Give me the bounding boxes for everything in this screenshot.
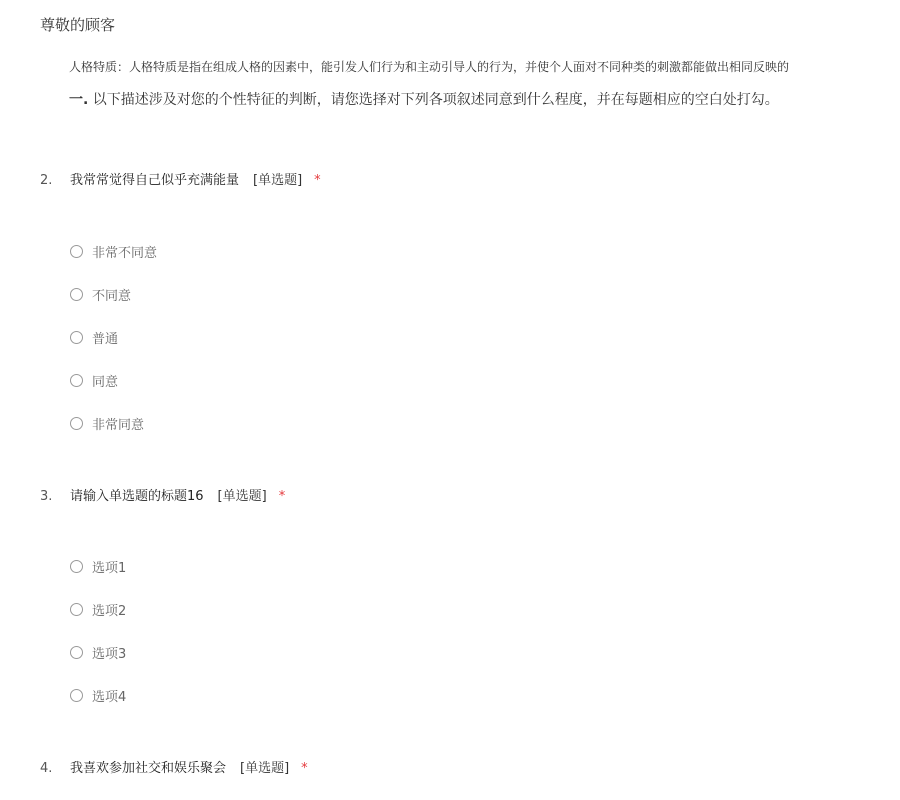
option-item[interactable]	[70, 242, 157, 260]
option-item[interactable]	[70, 557, 126, 575]
required-asterisk: *	[301, 761, 308, 776]
section-instruction-text: 以下描述涉及对您的个性特征的判断，请您选择对下列各项叙述同意到什么程度，并在每题相应的空白处打勾。	[92, 92, 779, 108]
radio-button[interactable]	[70, 374, 83, 387]
question-title-row	[40, 172, 321, 190]
question-number: 3.	[40, 489, 53, 504]
radio-button[interactable]	[70, 689, 83, 702]
option-label: 选项3	[92, 646, 127, 662]
question-type: [单选题]	[217, 489, 267, 504]
question-type: [单选题]	[240, 761, 290, 776]
option-item[interactable]	[70, 328, 118, 346]
option-item[interactable]	[70, 371, 118, 389]
radio-button[interactable]	[70, 288, 83, 301]
question-number: 4.	[40, 761, 53, 776]
question-2	[40, 172, 321, 433]
question-title: 我常常觉得自己似乎充满能量	[70, 173, 240, 188]
intro-text: 人格特质：人格特质是指在组成人格的因素中，能引发人们行为和主动引导人的行为，并使个人面对不同种类的刺激都能做出相同反映的	[69, 60, 790, 74]
question-title-row	[40, 488, 285, 506]
section-instruction	[69, 89, 779, 109]
option-label: 非常同意	[92, 417, 145, 433]
radio-button[interactable]	[70, 560, 83, 573]
greeting-text: 尊敬的顾客	[40, 16, 116, 34]
option-label: 普通	[92, 331, 119, 347]
radio-button[interactable]	[70, 646, 83, 659]
option-item[interactable]	[70, 643, 126, 661]
option-label: 同意	[92, 374, 119, 390]
question-number: 2.	[40, 173, 53, 188]
option-label: 选项1	[92, 560, 127, 576]
question-4	[40, 760, 308, 778]
section-number: 一.	[69, 92, 89, 108]
option-item[interactable]	[70, 686, 126, 704]
option-item[interactable]	[70, 600, 126, 618]
option-item[interactable]	[70, 285, 131, 303]
required-asterisk: *	[314, 173, 321, 188]
question-3	[40, 488, 286, 705]
radio-button[interactable]	[70, 331, 83, 344]
radio-button[interactable]	[70, 417, 83, 430]
question-title: 请输入单选题的标题16	[70, 489, 204, 504]
radio-button[interactable]	[70, 245, 83, 258]
radio-button[interactable]	[70, 603, 83, 616]
option-label: 非常不同意	[92, 245, 158, 261]
question-type: [单选题]	[253, 173, 303, 188]
option-item[interactable]	[70, 414, 144, 432]
option-label: 选项4	[92, 689, 127, 705]
option-label: 不同意	[92, 288, 132, 304]
question-title: 我喜欢参加社交和娱乐聚会	[70, 761, 227, 776]
question-title-row	[40, 760, 308, 778]
required-asterisk: *	[278, 489, 286, 504]
option-label: 选项2	[92, 603, 127, 619]
